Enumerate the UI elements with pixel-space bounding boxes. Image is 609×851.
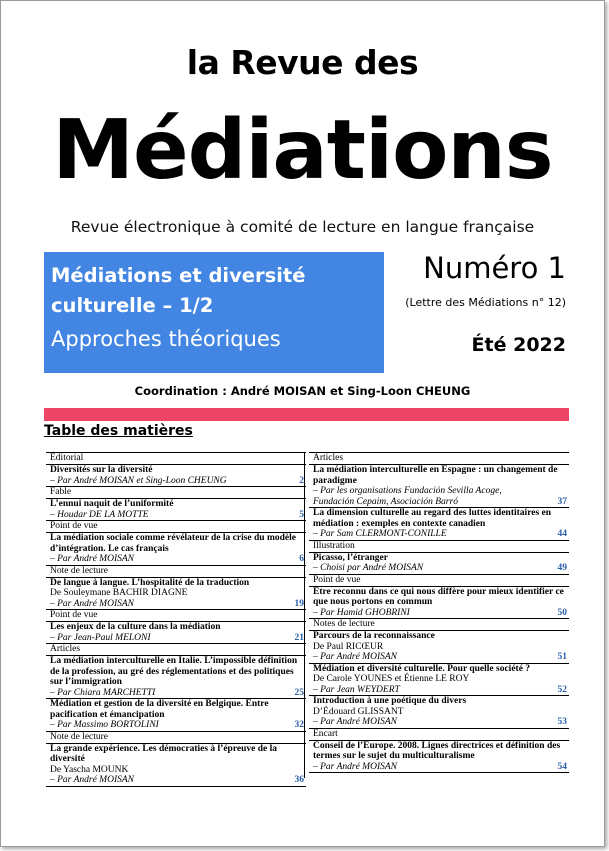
toc-page-number[interactable]: 37 xyxy=(557,496,567,507)
toc-entry-author: – Par André MOISAN xyxy=(313,761,397,772)
toc-entry-title: L’ennui naquit de l’uniformité xyxy=(50,499,174,509)
toc-page-number[interactable]: 21 xyxy=(294,632,304,643)
toc-entry[interactable] xyxy=(309,695,569,728)
toc-entry[interactable] xyxy=(309,586,569,619)
toc-entry-author: – Par André MOISAN xyxy=(50,598,134,609)
toc-entry[interactable] xyxy=(309,464,569,507)
toc-page-number[interactable]: 5 xyxy=(299,509,304,520)
toc-page-number[interactable]: 51 xyxy=(557,652,567,662)
toc-section-label: Note de lecture xyxy=(46,731,306,743)
toc-page-number[interactable]: 19 xyxy=(294,598,304,609)
issue-lettre: (Lettre des Médiations n° 12) xyxy=(405,296,566,309)
masthead-line-1: la Revue des xyxy=(186,43,419,82)
toc-entry[interactable] xyxy=(46,532,306,565)
toc-section-label: Articles xyxy=(46,643,306,655)
toc-entry-title: La médiation interculturelle en Espagne : un changement de paradigme xyxy=(313,465,558,486)
toc-entry[interactable] xyxy=(46,621,306,643)
toc-entry[interactable] xyxy=(309,507,569,540)
toc-page-number[interactable]: 2 xyxy=(299,475,304,486)
toc-entry-source: De Paul RICŒUR xyxy=(313,641,384,652)
toc-entry-source: De Yascha MOUNK xyxy=(50,764,129,775)
toc-page-number[interactable]: 54 xyxy=(557,761,567,772)
toc-entry-author: – Par André MOISAN xyxy=(50,775,134,785)
toc-entry-author: – Par Massimo BORTOLINI xyxy=(50,720,159,730)
toc-entry-title: Parcours de la reconnaissance xyxy=(313,631,435,641)
toc-entry-source: De Souleymane BACHIR DIAGNE xyxy=(50,588,188,598)
toc-section-label: Articles xyxy=(309,452,569,464)
toc-entry-title: Introduction à une poétique du divers xyxy=(313,696,467,706)
toc-page-number[interactable]: 32 xyxy=(294,720,304,730)
toc-section-label: Éditorial xyxy=(46,452,306,464)
toc-section-label: Illustration xyxy=(309,540,569,552)
masthead-title: Médiations xyxy=(52,103,553,198)
toc-right-column xyxy=(309,452,569,773)
toc-entry[interactable] xyxy=(309,630,569,663)
toc-entry-title: Les enjeux de la culture dans la médiation xyxy=(50,622,221,632)
toc-entry-title: Médiation et diversité culturelle. Pour quelle société ? xyxy=(313,663,531,674)
toc-page-number[interactable]: 6 xyxy=(299,554,304,564)
coordination-line: Coordination : André MOISAN et Sing-Loon CHEUNG xyxy=(134,384,471,398)
theme-subtitle: Approches théoriques xyxy=(51,327,281,351)
toc-entry-author: – Par André MOISAN xyxy=(313,717,397,727)
toc-entry-author: – Par André MOISAN et Sing-Loon CHEUNG xyxy=(50,475,227,486)
toc-page-number[interactable]: 36 xyxy=(294,775,304,785)
toc-entry[interactable] xyxy=(46,498,306,520)
toc-entry-author: – Par Jean WEYDERT xyxy=(313,684,400,695)
toc-entry-author: – Par Jean-Paul MELONI xyxy=(50,632,151,643)
toc-entry-title: Diversités sur la diversité xyxy=(50,465,153,475)
toc-entry-title: La médiation interculturelle en Italie. L’impossible définition de la profession, au gré des réglementations et des politiques sur l’immigration xyxy=(50,656,298,687)
toc-page-number[interactable]: 25 xyxy=(294,687,304,698)
toc-column-end-rule xyxy=(309,772,569,773)
toc-entry-title: Médiation et gestion de la diversité en Belgique. Entre pacification et émancipation xyxy=(50,699,269,720)
journal-subtitle: Revue électronique à comité de lecture en langue française xyxy=(70,218,535,236)
toc-entry-title: La grande expérience. Les démocraties à l’épreuve de la diversité xyxy=(50,743,277,764)
issue-number: Numéro 1 xyxy=(423,251,566,285)
toc-column-end-rule xyxy=(46,786,306,787)
toc-entry[interactable] xyxy=(46,464,306,486)
toc-entry[interactable] xyxy=(46,698,306,731)
toc-section-label: Fable xyxy=(46,486,306,498)
toc-entry-author: – Par André MOISAN xyxy=(50,554,134,564)
toc-entry-source: De Carole YOUNES et Étienne LE ROY xyxy=(313,674,470,684)
toc-entry-title: Picasso, l’étranger xyxy=(313,552,388,563)
toc-entry-author: – Houdar DE LA MOTTE xyxy=(50,509,149,520)
toc-entry-title: Conseil de l’Europe. 2008. Lignes directrices et définition des termes sur le sujet du multiculturalisme xyxy=(313,740,561,761)
toc-section-label: Point de vue xyxy=(46,520,306,532)
toc-entry[interactable] xyxy=(46,743,306,786)
toc-entry-title: Être reconnu dans ce qui nous diffère pour mieux identifier ce que nous portons en commun xyxy=(313,586,564,607)
toc-entry[interactable] xyxy=(309,663,569,696)
toc-section-label: Note de lecture xyxy=(46,565,306,577)
toc-entry-source: D’Édouard GLISSANT xyxy=(313,706,404,717)
toc-entry[interactable] xyxy=(309,740,569,773)
toc-entry-author: – Choisi par André MOISAN xyxy=(313,563,424,573)
toc-entry[interactable] xyxy=(46,655,306,698)
toc-title: Table des matières xyxy=(44,423,193,439)
toc-section-label: Encart xyxy=(309,728,569,740)
toc-entry-title: La dimension culturelle au regard des luttes identitaires en médiation : exemples en contexte canadien xyxy=(313,508,552,529)
toc-entry[interactable] xyxy=(309,552,569,574)
theme-box xyxy=(44,252,384,373)
toc-entry[interactable] xyxy=(46,577,306,610)
toc-page-number[interactable]: 49 xyxy=(557,563,567,573)
toc-page-number[interactable]: 53 xyxy=(557,717,567,727)
accent-bar xyxy=(44,408,569,421)
toc-entry-title: La médiation sociale comme révélateur de la crise du modèle d’intégration. Le cas français xyxy=(50,533,296,554)
toc-entry-author: – Par Chiara MARCHETTI xyxy=(50,687,156,698)
toc-entry-title: De langue à langue. L’hospitalité de la traduction xyxy=(50,577,250,588)
toc-section-label: Point de vue xyxy=(309,574,569,586)
toc-page-number[interactable]: 52 xyxy=(557,684,567,695)
toc-page-number[interactable]: 50 xyxy=(557,607,567,618)
toc-entry-author: – Par André MOISAN xyxy=(313,652,397,662)
toc-entry-author: – Par Sam CLERMONT-CONILLE xyxy=(313,529,447,539)
toc-left-column xyxy=(46,452,306,787)
theme-title: Médiations et diversité culturelle – 1/2 xyxy=(51,264,306,317)
toc-entry-author: – Par Hamid GHOBRINI xyxy=(313,607,410,618)
issue-season: Été 2022 xyxy=(471,334,566,356)
toc-entry-author: – Par les organisations Fundación Sevilla Acoge, Fundación Cepaim, Asociación Barró xyxy=(313,486,502,507)
toc-page-number[interactable]: 44 xyxy=(557,529,567,539)
toc-section-label: Notes de lecture xyxy=(309,618,569,630)
toc-section-label: Point de vue xyxy=(46,609,306,621)
